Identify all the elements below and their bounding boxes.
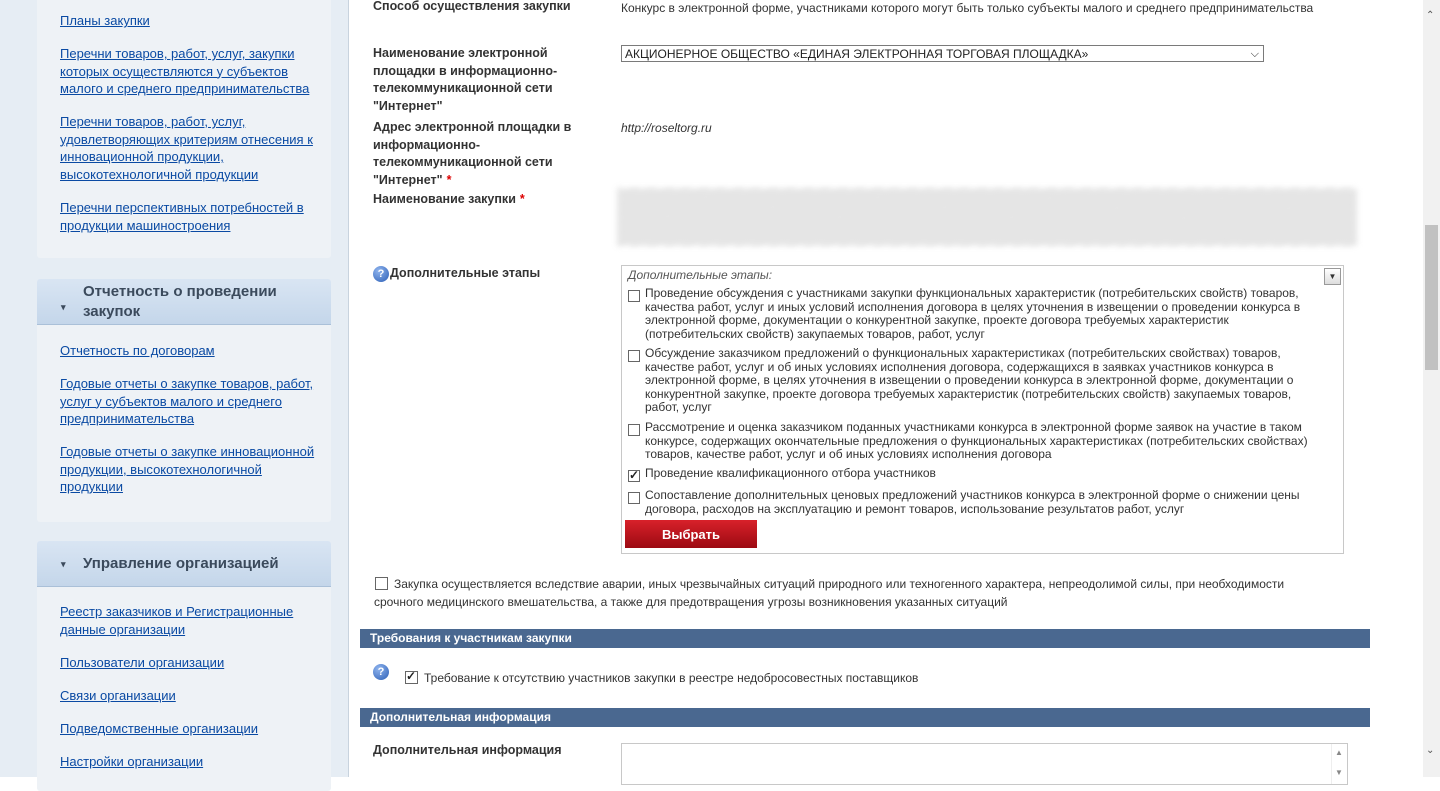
stage-option-text: Обсуждение заказчиком предложений о функциональных характеристиках (потребительских свойствах) товаров, качестве работ, услуг и об иных условиях исполнения договора, содержащихся в заявках участников конкурса в электронной форме, в целях уточнения в извещении о проведении конкурса в электронной форме, документации о конкурентной закупке, проекте договора требуемых характеристик (потребительских свойств) закупаемых товаров, работ, услуг <box>645 346 1294 415</box>
sidebar-link-contract-reports[interactable]: Отчетность по договорам <box>60 343 215 358</box>
stage-checkbox[interactable] <box>628 470 640 482</box>
stage-option-text: Проведение обсуждения с участниками закупки функциональных характеристик (потребительских свойств) товаров, качества работ, услуг и иных условий исполнения договора в целях уточнения в извещении о проведении конкурса в электронной форме, документации о конкурентной закупке, проекте договора требуемых характеристик (потребительских свойств) закупаемых товаров, работ, услуг <box>645 286 1301 341</box>
sidebar-panel-reporting <box>37 279 331 522</box>
stage-option-text: Рассмотрение и оценка заказчиком поданных участниками конкурса в электронной форме заявок на участие в таком конкурсе, содержащих окончательные предложения о функциональных характеристиках (потребительских свойствах) товаров, качестве работ, услуг и об иных условиях исполнения договора <box>645 420 1308 462</box>
requirement-checkbox[interactable] <box>405 671 418 684</box>
panel-title-org: Управление организацией <box>83 555 279 572</box>
stage-checkbox[interactable] <box>628 350 640 362</box>
panel-header-org[interactable] <box>37 541 331 587</box>
sidebar-panel-org <box>37 541 331 791</box>
page-scrollbar[interactable] <box>1423 0 1440 777</box>
stages-box <box>621 265 1344 554</box>
stage-option-text: Проведение квалификационного отбора участников <box>645 466 936 480</box>
name-label-text: Наименование закупки <box>373 192 516 206</box>
select-button[interactable]: Выбрать <box>625 520 757 548</box>
stage-checkbox[interactable] <box>628 492 640 504</box>
panel-title-reporting: Отчетность о проведении закупок <box>83 282 277 320</box>
address-label-text: Адрес электронной площадки в информационно-телекоммуникационной сети "Интернет" <box>373 120 572 187</box>
sidebar-link-plans[interactable]: Планы закупки <box>60 13 150 28</box>
sidebar <box>0 0 348 777</box>
scroll-up-icon[interactable]: ⌃ <box>1426 10 1435 21</box>
sidebar-panel-plans <box>37 0 331 258</box>
chevron-down-icon: ▾ <box>61 301 66 312</box>
method-label: Способ осуществления закупки <box>373 0 571 13</box>
address-label <box>373 119 598 189</box>
sidebar-link-customer-registry[interactable]: Реестр заказчиков и Регистрационные данные организации <box>60 604 294 637</box>
stages-title: Дополнительные этапы: <box>628 268 773 282</box>
sidebar-link-org-users[interactable]: Пользователи организации <box>60 655 225 670</box>
scroll-down-icon[interactable]: ⌄ <box>1426 745 1435 756</box>
stages-label: Дополнительные этапы <box>390 266 541 280</box>
scrollbar-thumb[interactable] <box>1425 225 1438 370</box>
sidebar-link-subordinate-orgs[interactable]: Подведомственные организации <box>60 721 259 736</box>
help-icon[interactable]: ? <box>373 266 389 282</box>
sidebar-link-sme-annual-reports[interactable]: Годовые отчеты о закупке товаров, работ, услуг у субъектов малого и среднего предпринимательства <box>60 376 314 426</box>
platform-select[interactable] <box>621 45 1264 62</box>
arrow-up-icon: ▲ <box>1335 748 1343 757</box>
chevron-down-icon: ⌵ <box>1250 48 1259 60</box>
emergency-text: Закупка осуществляется вследствие аварии, иных чрезвычайных ситуаций природного или техногенного характера, непреодолимой силы, при необходимости срочного медицинского вмешательства, а также для предотвращения угрозы возникновения указанных ситуаций <box>374 577 1285 609</box>
additional-info-label: Дополнительная информация <box>373 743 562 757</box>
sidebar-link-innovation-annual-reports[interactable]: Годовые отчеты о закупке инновационной продукции, высокотехнологичной продукции <box>60 444 315 494</box>
additional-info-textarea[interactable] <box>621 743 1348 785</box>
sidebar-link-org-links[interactable]: Связи организации <box>60 688 176 703</box>
sidebar-link-machinery-needs[interactable]: Перечни перспективных потребностей в продукции машиностроения <box>60 200 304 233</box>
panel-header-reporting[interactable] <box>37 279 331 325</box>
sidebar-link-sme-lists[interactable]: Перечни товаров, работ, услуг, закупки которых осуществляются у субъектов малого и среднего предпринимательства <box>60 46 310 96</box>
required-mark: * <box>446 172 452 187</box>
arrow-down-icon: ▼ <box>1335 768 1343 777</box>
platform-label: Наименование электронной площадки в информационно-телекоммуникационной сети "Интернет" <box>373 46 558 113</box>
textarea-scrollbar[interactable] <box>1331 744 1347 784</box>
sidebar-link-innovation-lists[interactable]: Перечни товаров, работ, услуг, удовлетворяющих критериям отнесения к инновационной продукции, высокотехнологичной продукции <box>60 114 313 182</box>
chevron-down-icon: ▾ <box>61 558 66 569</box>
stage-checkbox[interactable] <box>628 424 640 436</box>
help-icon[interactable]: ? <box>373 664 389 680</box>
section-participant-requirements: Требования к участникам закупки <box>360 629 1370 648</box>
stage-checkbox[interactable] <box>628 290 640 302</box>
sidebar-link-org-settings[interactable]: Настройки организации <box>60 754 204 769</box>
name-label <box>373 191 525 209</box>
platform-select-value: АКЦИОНЕРНОЕ ОБЩЕСТВО «ЕДИНАЯ ЭЛЕКТРОННАЯ ТОРГОВАЯ ПЛОЩАДКА» <box>625 47 1089 61</box>
redacted-purchase-name <box>617 188 1357 246</box>
method-value: Конкурс в электронной форме, участниками которого могут быть только субъекты малого и среднего предпринимательства <box>621 1 1314 15</box>
stage-option-text: Сопоставление дополнительных ценовых предложений участников конкурса в электронной форме о снижении цены договора, расходов на эксплуатацию и ремонт товаров, использование результатов работ, услуг <box>645 488 1300 516</box>
address-value: http://roseltorg.ru <box>621 121 712 135</box>
requirement-text: Требование к отсутствию участников закупки в реестре недобросовестных поставщиков <box>424 671 919 685</box>
required-mark: * <box>519 192 525 206</box>
dropdown-icon[interactable]: ▼ <box>1324 268 1341 285</box>
section-additional-info: Дополнительная информация <box>360 708 1370 727</box>
